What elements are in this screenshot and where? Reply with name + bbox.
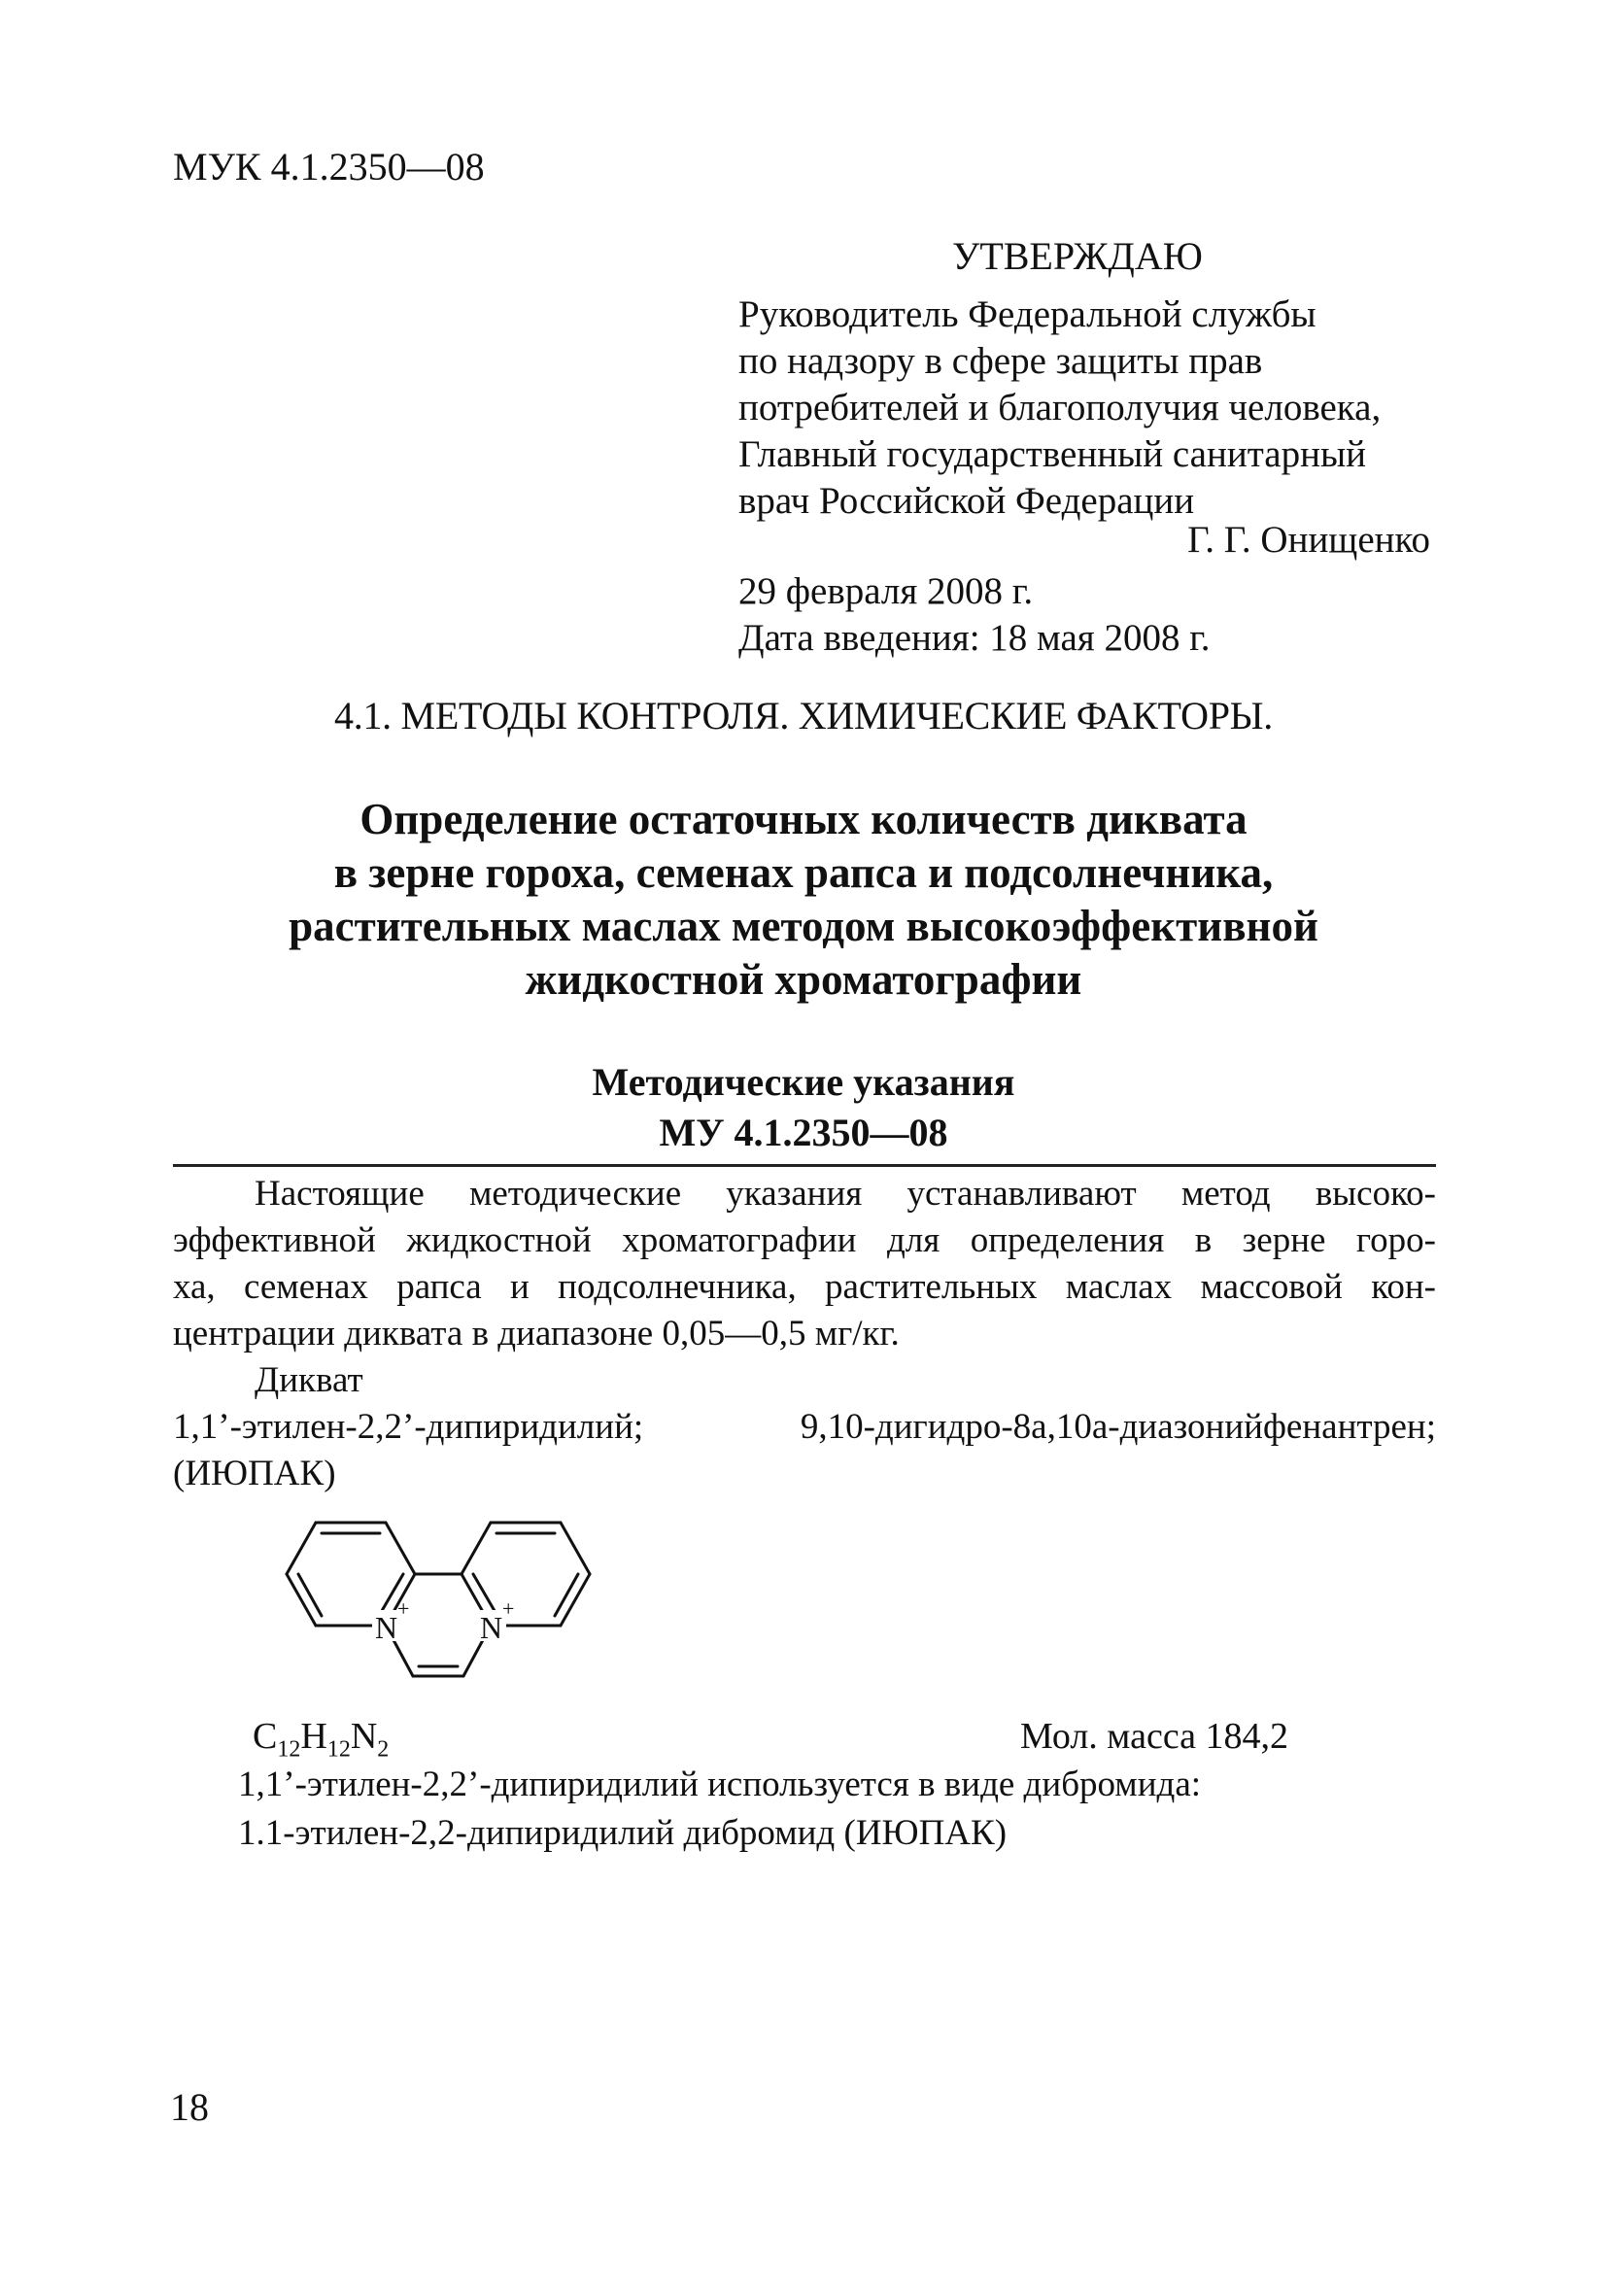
nitrogen-left-label: N: [375, 1610, 398, 1645]
approval-line: Руководитель Федеральной службы: [738, 293, 1316, 335]
intro-line: Настоящие методические указания устанавливают метод высоко-: [255, 1174, 1436, 1214]
approval-date: 29 февраля 2008 г.: [738, 570, 1034, 612]
approval-line: Главный государственный санитарный: [738, 433, 1367, 475]
title-line: растительных маслах методом высокоэффективной: [289, 902, 1318, 950]
introduction-date: Дата введения: 18 мая 2008 г.: [738, 617, 1211, 659]
document-number: МУ 4.1.2350—08: [659, 1111, 948, 1154]
approval-line: врач Российской Федерации: [738, 480, 1195, 522]
intro-paragraph: [173, 1171, 1436, 1497]
separator-rule: [173, 1164, 1436, 1167]
intro-line: эффективной жидкостной хроматографии для определения в зерне горо-: [173, 1220, 1436, 1260]
formula-c-count: 12: [277, 1736, 301, 1763]
section-heading: 4.1. МЕТОДЫ КОНТРОЛЯ. ХИМИЧЕСКИЕ ФАКТОРЫ.: [334, 694, 1273, 737]
intro-line: ха, семенах рапса и подсолнечника, растительных маслах массовой кон-: [173, 1267, 1436, 1307]
signatory-name: Г. Г. Онищенко: [1187, 519, 1430, 561]
intro-line: центрации диквата в диапазоне 0,05—0,5 мг/кг.: [173, 1314, 900, 1354]
dibromide-name: 1.1-этилен-2,2-дипиридилий дибромид (ИЮПАК): [238, 1813, 1008, 1853]
page-number: 18: [170, 2085, 209, 2129]
document-title: [0, 793, 1607, 1007]
formula-c: C: [253, 1716, 278, 1757]
title-line: Определение остаточных количеств диквата: [359, 795, 1248, 843]
charge-right-label: +: [502, 1596, 515, 1621]
approval-title: УТВЕРЖДАЮ: [952, 234, 1203, 278]
formula-h: H: [300, 1716, 327, 1757]
approval-line: по надзору в сфере защиты прав: [738, 340, 1263, 382]
molecular-mass: Мол. масса 184,2: [1020, 1716, 1289, 1757]
document-code: МУК 4.1.2350—08: [173, 145, 485, 188]
document-type: Методические указания: [592, 1060, 1015, 1104]
title-line: жидкостной хроматографии: [525, 955, 1082, 1004]
iupac-name: 1,1’-этилен-2,2’-дипиридилий; 9,10-дигидро-8а,10а-диазонийфенантрен;: [173, 1407, 1436, 1447]
formula-h-count: 12: [326, 1736, 351, 1763]
usage-note: 1,1’-этилен-2,2’-дипиридилий используется в виде дибромида:: [238, 1765, 1202, 1804]
molecular-formula: [253, 1715, 389, 1764]
diquat-structure-diagram: [277, 1501, 607, 1705]
approval-line: потребителей и благополучия человека,: [738, 387, 1382, 428]
iupac-tag: (ИЮПАК): [173, 1454, 336, 1493]
title-line: в зерне гороха, семенах рапса и подсолнечника,: [333, 848, 1274, 897]
charge-left-label: +: [397, 1596, 410, 1621]
formula-n-count: 2: [377, 1736, 390, 1763]
nitrogen-right-label: N: [480, 1610, 503, 1645]
formula-n: N: [350, 1716, 378, 1757]
substance-name: Дикват: [255, 1360, 363, 1400]
